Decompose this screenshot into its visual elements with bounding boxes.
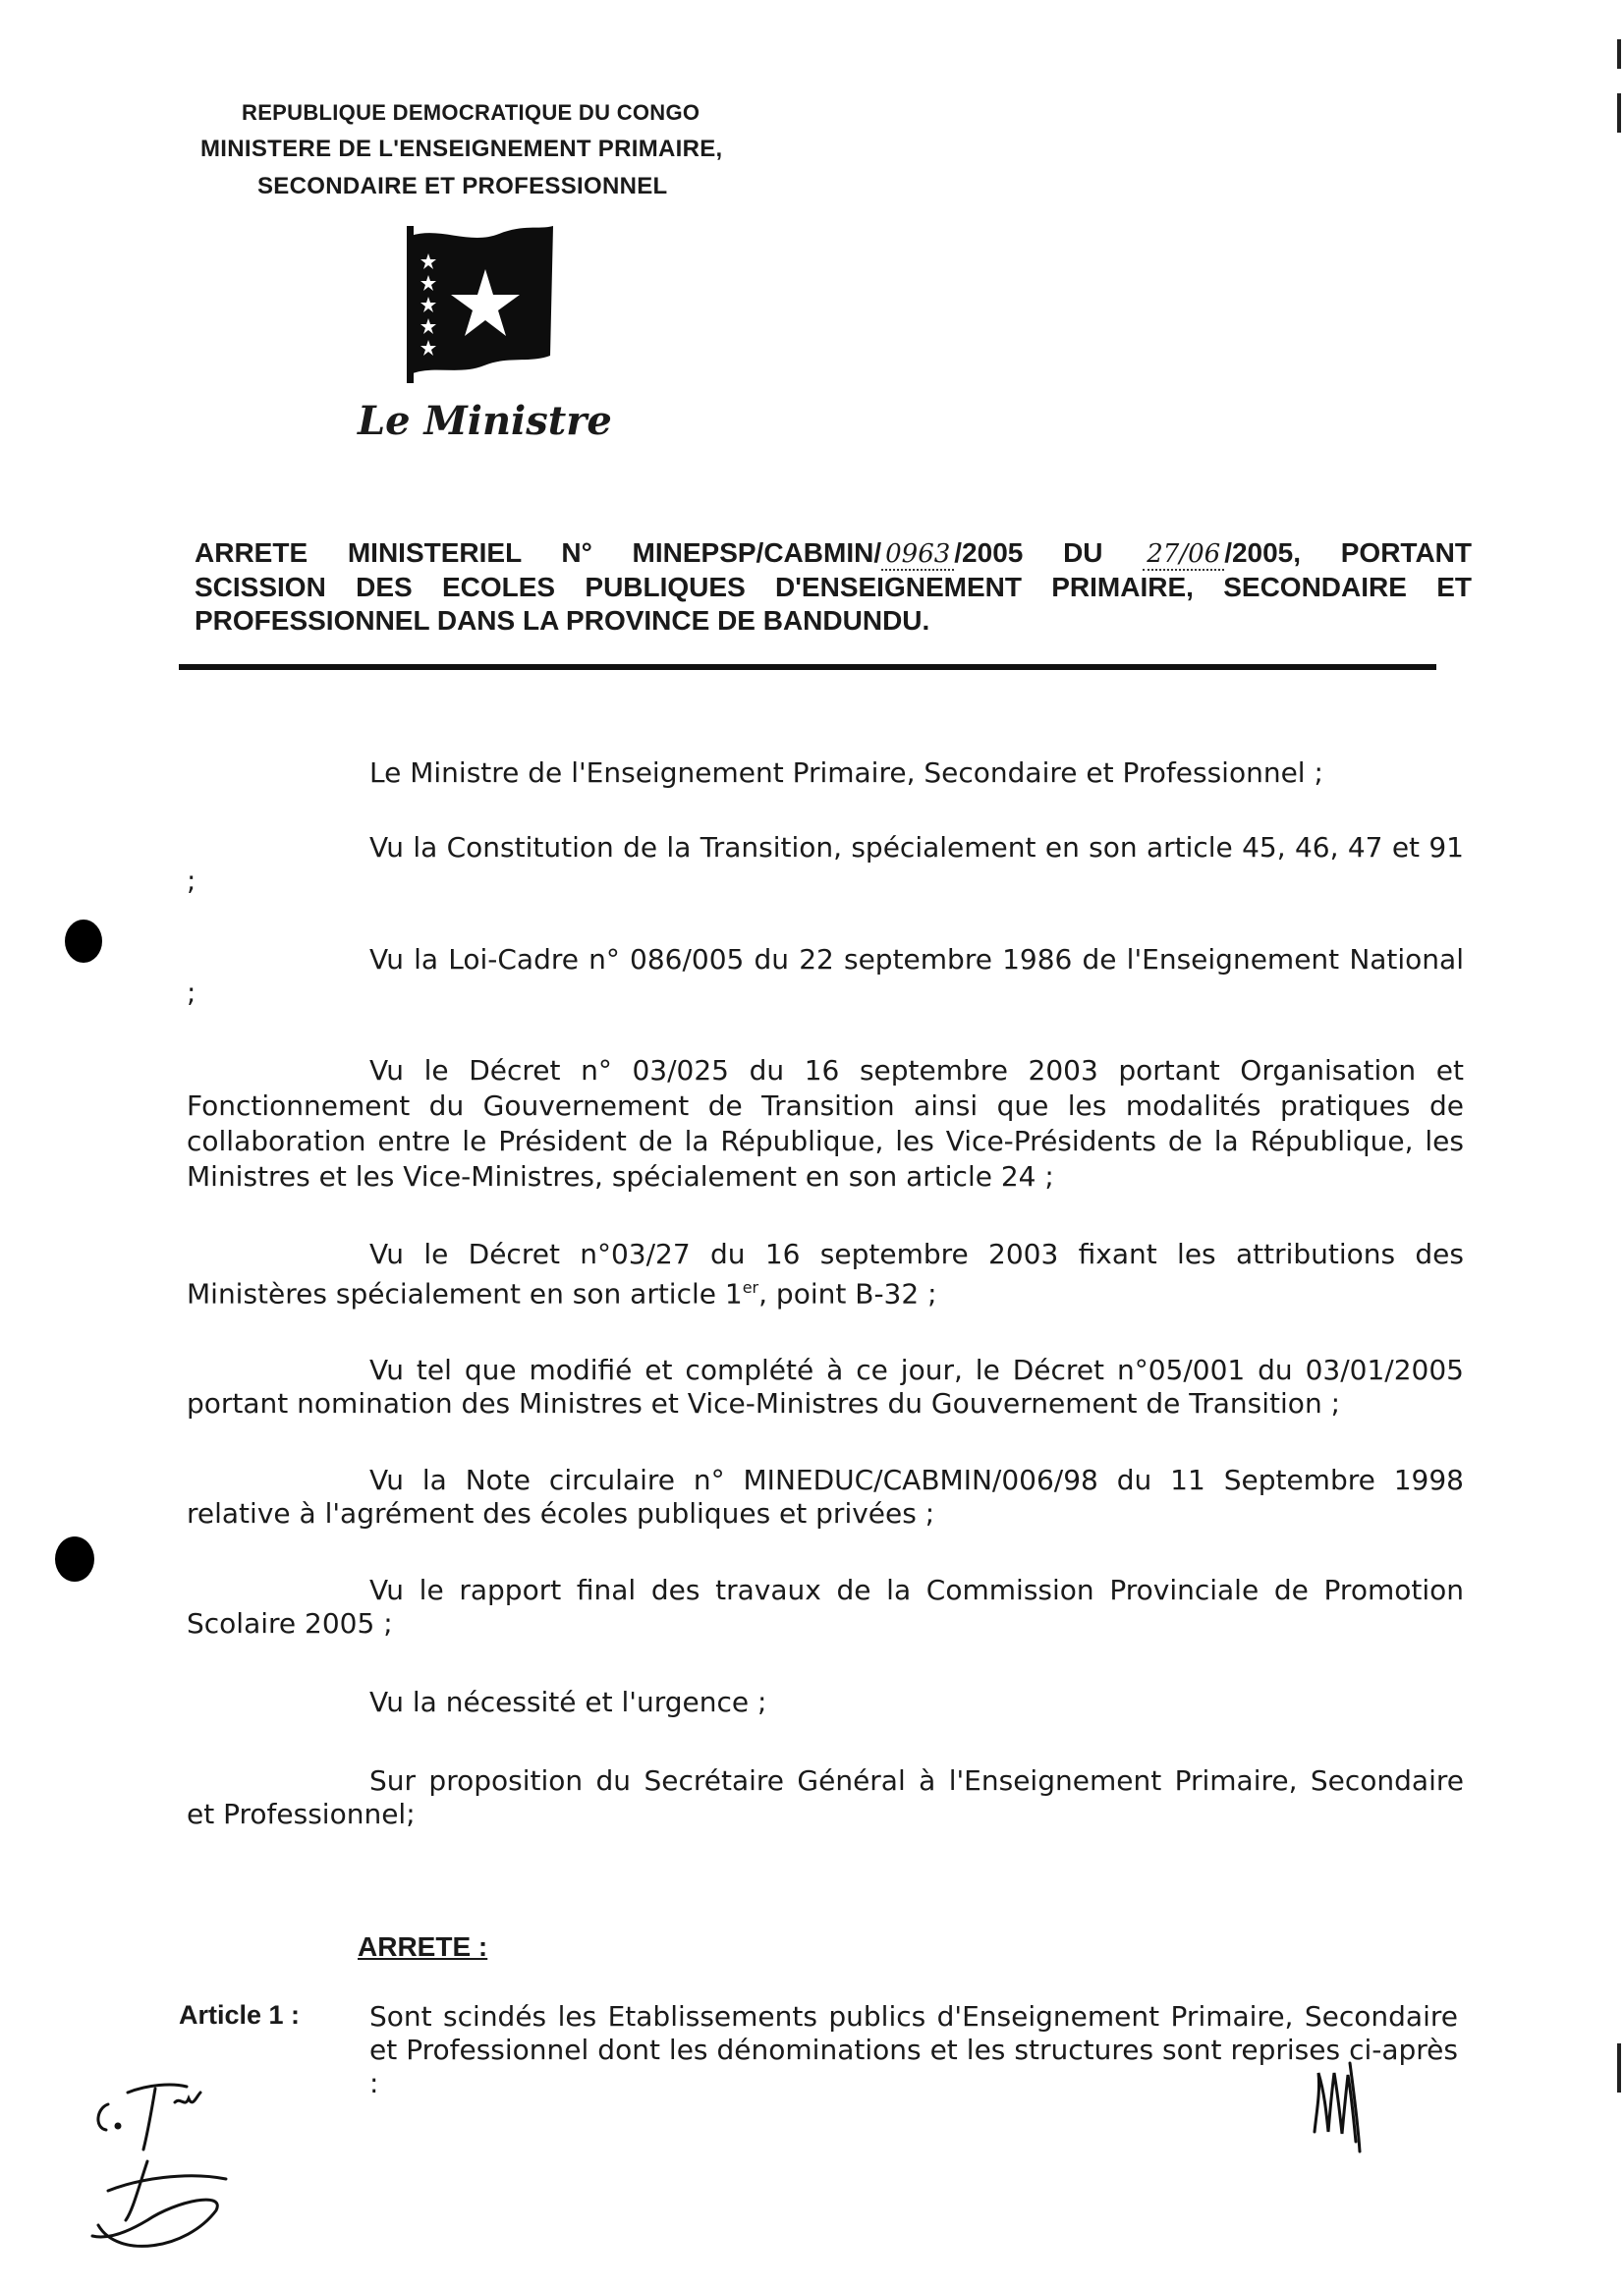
decree-title-part1: ARRETE MINISTERIEL N° MINEPSP/CABMIN/ [195, 537, 882, 568]
preamble-decret-025: Vu le Décret n° 03/025 du 16 septembre 2003 portant Organisation et Fonctionnement du Gouvernement de Transition ainsi que les modalités pratiques de collaboration entre le Président de la République, les Vice-Présidents de la République, les Ministres et les Vice-Ministres, spécialement en son article 24 ; [187, 1054, 1464, 1193]
preamble-note-circulaire: Vu la Note circulaire n° MINEDUC/CABMIN/006/98 du 11 Septembre 1998 relative à l'agrément des écoles publiques et privées ; [187, 1464, 1464, 1531]
decree-date-handwritten: 27/06 [1143, 539, 1224, 571]
punch-hole [65, 920, 102, 963]
preamble-minister: Le Ministre de l'Enseignement Primaire, Secondaire et Professionnel ; [369, 756, 1323, 789]
scan-edge-mark [1617, 39, 1621, 69]
preamble-proposition: Sur proposition du Secrétaire Général à l'Enseignement Primaire, Secondaire et Professionnel; [187, 1764, 1464, 1831]
le-ministre-heading: Le Ministre [358, 398, 612, 444]
decree-title-part2: /2005 DU [954, 537, 1144, 568]
header-republic: REPUBLIQUE DEMOCRATIQUE DU CONGO [242, 100, 700, 125]
preamble-decret-27: Vu le Décret n°03/27 du 16 septembre 2003 fixant les attributions des Ministères spécialement en son article 1er, point B-32 ; [187, 1238, 1464, 1311]
decree-title-part3: /2005, PORTANT [1224, 537, 1473, 568]
header-ministry-line1: MINISTERE DE L'ENSEIGNEMENT PRIMAIRE, [200, 136, 723, 162]
punch-hole [55, 1536, 94, 1582]
decree-number-handwritten: 0963 [881, 539, 954, 571]
article-1-text: Sont scindés les Etablissements publics d'Enseignement Primaire, Secondaire et Professionnel dont les dénominations et les structures sont reprises ci-après : [369, 2000, 1458, 2099]
decree-title-line3: PROFESSIONNEL DANS LA PROVINCE DE BANDUNDU. [195, 605, 930, 636]
preamble-decret-001: Vu tel que modifié et complété à ce jour, le Décret n°05/001 du 03/01/2005 portant nomination des Ministres et Vice-Ministres du Gouvernement de Transition ; [187, 1354, 1464, 1421]
scan-edge-mark [1617, 2043, 1621, 2093]
handwritten-initials [79, 2063, 255, 2269]
preamble-loi-cadre: Vu la Loi-Cadre n° 086/005 du 22 septembre 1986 de l'Enseignement National ; [187, 943, 1464, 1009]
decree-title [195, 536, 1472, 638]
decree-title-line1 [195, 536, 1472, 571]
preamble-constitution: Vu la Constitution de la Transition, spécialement en son article 45, 46, 47 et 91 ; [187, 831, 1464, 897]
preamble [187, 756, 1464, 1831]
title-divider [179, 664, 1436, 670]
handwritten-paraph [1307, 2053, 1385, 2161]
scan-edge-mark [1617, 93, 1621, 133]
preamble-rapport: Vu le rapport final des travaux de la Commission Provinciale de Promotion Scolaire 2005 ; [187, 1574, 1464, 1641]
arrete-heading: ARRETE : [358, 1931, 488, 1962]
drc-flag-emblem [401, 208, 558, 385]
preamble-necessite: Vu la nécessité et l'urgence ; [369, 1686, 767, 1719]
decree-title-line2: SCISSION DES ECOLES PUBLIQUES D'ENSEIGNEMENT PRIMAIRE, SECONDAIRE ET [195, 572, 1472, 602]
header-ministry-line2: SECONDAIRE ET PROFESSIONNEL [257, 173, 668, 199]
article-1-label: Article 1 : [179, 2000, 301, 2030]
